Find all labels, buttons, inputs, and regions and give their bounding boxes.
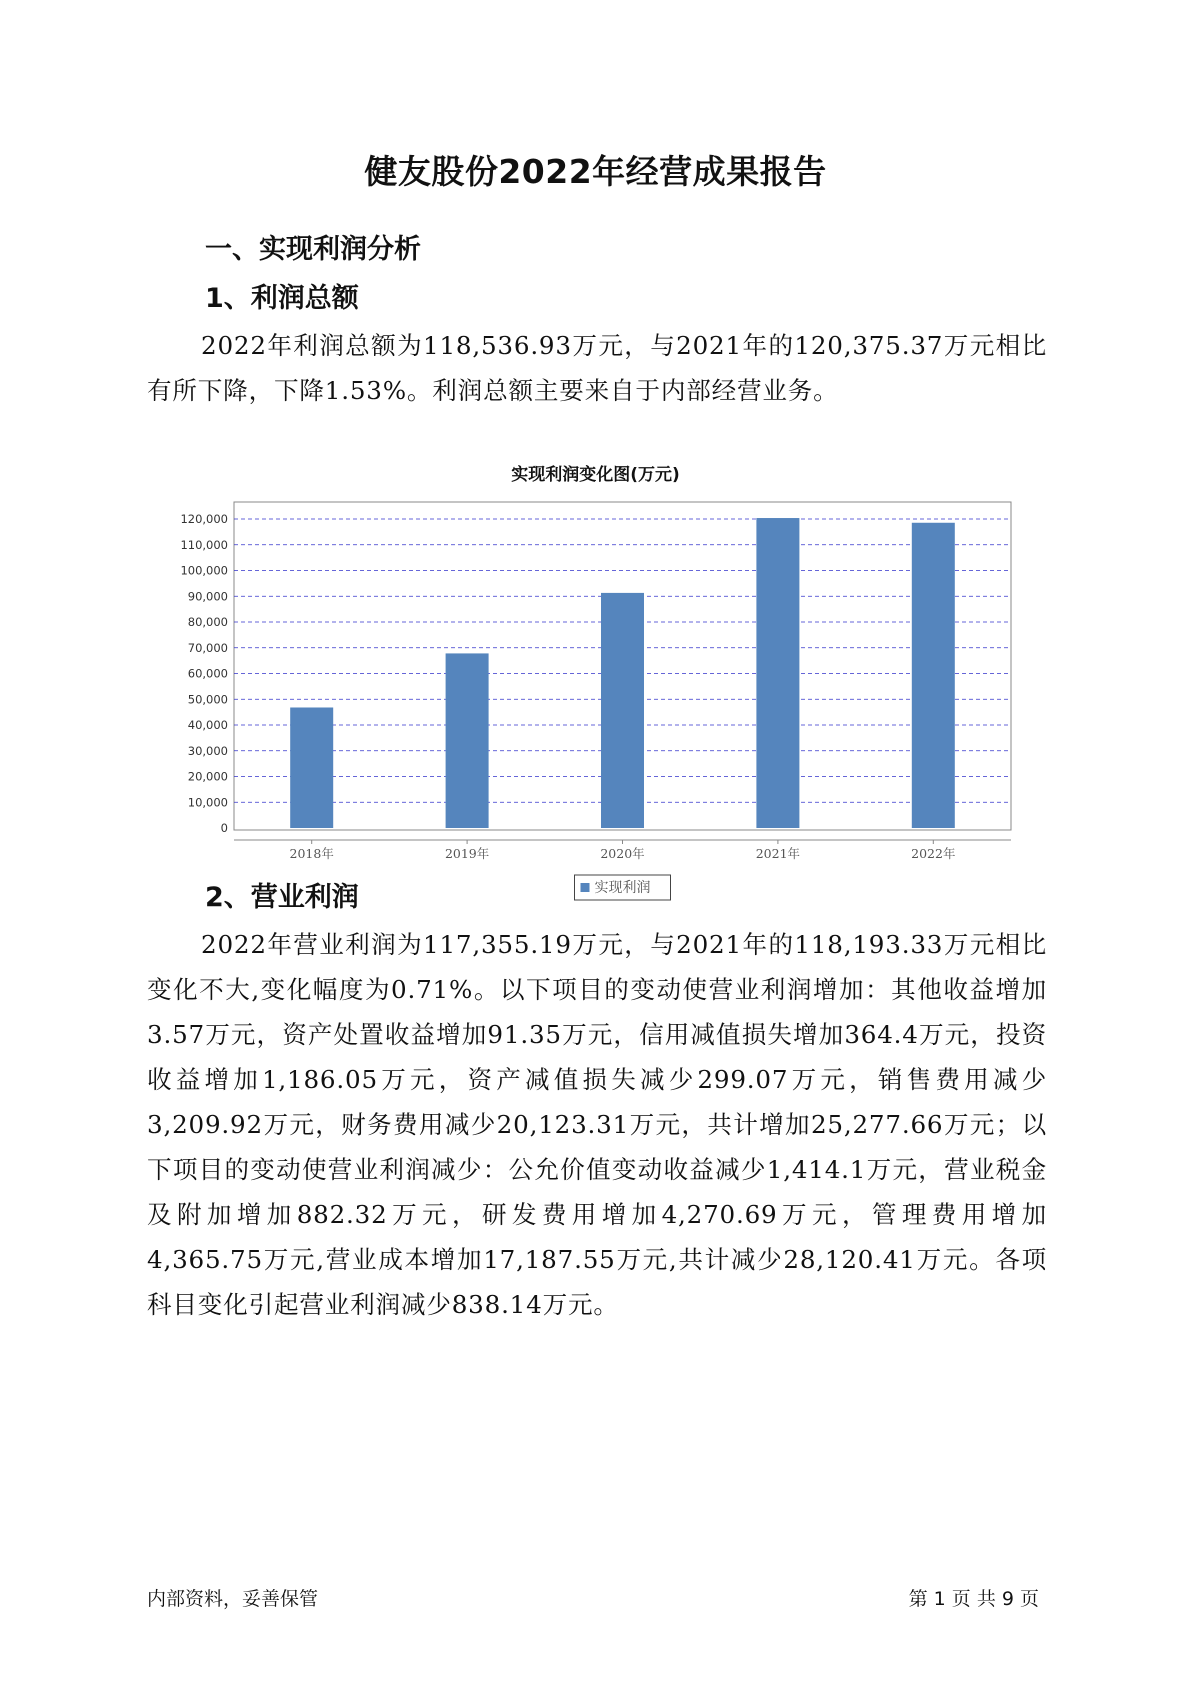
paragraph-total-profit: 2022年利润总额为118,536.93万元，与2021年的120,375.37万元相比有所下降，下降1.53%。利润总额主要来自于内部经营业务。 <box>147 331 1047 405</box>
report-title: 健友股份2022年经营成果报告 <box>364 152 827 191</box>
subheading-operating-profit: 2、营业利润 <box>205 882 359 913</box>
y-tick-label: 120,000 <box>180 512 228 526</box>
y-tick-label: 0 <box>220 821 228 835</box>
bar <box>912 523 955 828</box>
y-tick-label: 80,000 <box>187 615 228 629</box>
bar <box>446 653 489 828</box>
y-tick-label: 20,000 <box>187 769 228 784</box>
x-tick-label: 2021年 <box>755 846 801 861</box>
y-tick-label: 30,000 <box>187 743 228 758</box>
y-tick-label: 110,000 <box>180 537 228 552</box>
profit-bar-chart <box>160 495 1040 915</box>
legend-label: 实现利润 <box>594 880 651 896</box>
subheading-total-profit: 1、利润总额 <box>205 283 359 314</box>
y-tick-label: 70,000 <box>187 640 228 655</box>
y-tick-label: 90,000 <box>187 589 228 604</box>
legend-swatch <box>581 883 590 892</box>
y-tick-label: 60,000 <box>187 666 228 681</box>
y-tick-label: 100,000 <box>180 563 228 578</box>
x-tick-label: 2020年 <box>600 846 645 861</box>
chart-title: 实现利润变化图(万元) <box>511 465 680 485</box>
bar <box>756 518 799 828</box>
y-tick-label: 50,000 <box>187 692 228 707</box>
footer-confidential-note: 内部资料，妥善保管 <box>147 1588 319 1610</box>
y-tick-label: 10,000 <box>187 795 228 810</box>
x-tick-label: 2022年 <box>911 846 956 861</box>
bar <box>601 593 644 828</box>
x-tick-label: 2019年 <box>444 846 490 861</box>
y-tick-label: 40,000 <box>187 718 228 732</box>
bar <box>290 707 333 828</box>
footer-page-number: 第 1 页 共 9 页 <box>908 1588 1039 1610</box>
x-tick-label: 2018年 <box>289 846 334 861</box>
section-heading-profit-analysis: 一、实现利润分析 <box>205 234 421 265</box>
paragraph-operating-profit: 2022年营业利润为117,355.19万元，与2021年的118,193.33万元相比变化不大,变化幅度为0.71%。以下项目的变动使营业利润增加：其他收益增加3.57万元，资产处置收益增加91.35万元，信用减值损失增加364.4万元，投资收益增加1,186.05万元，资产减值损失减少299.07万元，销售费用减少3,209.92万元，财务费用减少20,123.31万元，共计增加25,277.66万元；以下项目的变动使营业利润减少：公允价值变动收益减少1,414.1万元，营业税金及附加增加882.32万元，研发费用增加4,270.69万元，管理费用增加4,365.75万元,营业成本增加17,187.55万元,共计减少28,120.41万元。各项科目变化引起营业利润减少838.14万元。 <box>147 930 1047 1319</box>
